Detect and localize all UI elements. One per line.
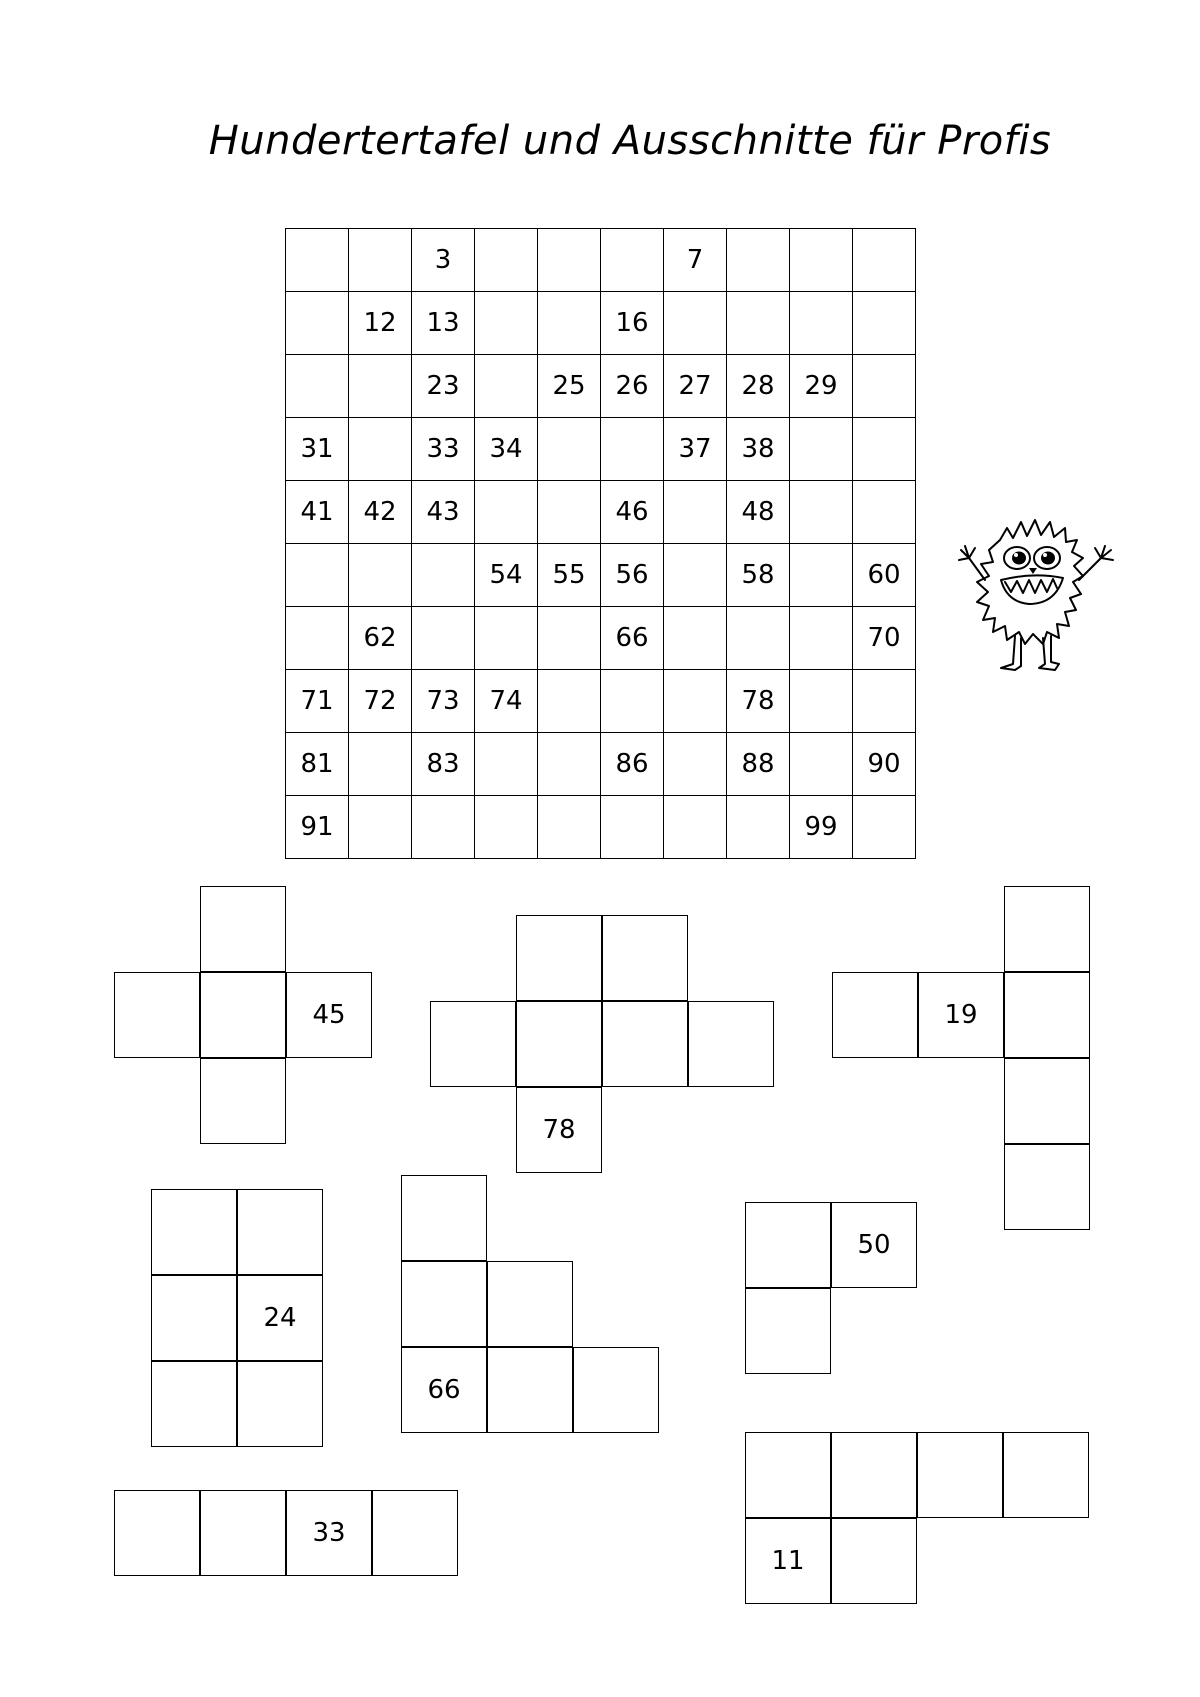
board-cell xyxy=(538,418,601,481)
board-cell xyxy=(475,796,538,859)
cutout-cell xyxy=(200,1490,286,1576)
cutout-cell xyxy=(200,886,286,972)
board-cell: 12 xyxy=(349,292,412,355)
cutout-cell xyxy=(1004,886,1090,972)
board-cell xyxy=(790,607,853,670)
cutout-cell xyxy=(372,1490,458,1576)
board-cell: 54 xyxy=(475,544,538,607)
cutout-cell xyxy=(114,1490,200,1576)
board-cell xyxy=(475,733,538,796)
cutout-cell: 78 xyxy=(516,1087,602,1173)
board-cell: 41 xyxy=(286,481,349,544)
board-cell: 48 xyxy=(727,481,790,544)
board-cell xyxy=(475,229,538,292)
cutout-cell xyxy=(401,1261,487,1347)
cutout-cell: 24 xyxy=(237,1275,323,1361)
board-cell xyxy=(727,796,790,859)
board-cell: 55 xyxy=(538,544,601,607)
board-cell xyxy=(601,796,664,859)
cutout-cell: 19 xyxy=(918,972,1004,1058)
cutout-cell xyxy=(745,1288,831,1374)
board-cell: 62 xyxy=(349,607,412,670)
board-cell: 7 xyxy=(664,229,727,292)
board-cell: 46 xyxy=(601,481,664,544)
board-cell xyxy=(286,229,349,292)
cutout-cell xyxy=(114,972,200,1058)
cutout-cell xyxy=(745,1202,831,1288)
board-cell xyxy=(538,292,601,355)
cutout-cell xyxy=(573,1347,659,1433)
cutout-cell xyxy=(237,1189,323,1275)
cutout-cell: 45 xyxy=(286,972,372,1058)
board-cell xyxy=(538,796,601,859)
board-cell: 23 xyxy=(412,355,475,418)
board-cell: 31 xyxy=(286,418,349,481)
board-cell xyxy=(349,229,412,292)
cutout-cell xyxy=(200,1058,286,1144)
board-cell xyxy=(538,481,601,544)
cutout-cell xyxy=(487,1347,573,1433)
board-cell xyxy=(664,796,727,859)
board-cell: 78 xyxy=(727,670,790,733)
cutout-cell xyxy=(151,1189,237,1275)
board-cell: 73 xyxy=(412,670,475,733)
board-cell: 70 xyxy=(853,607,916,670)
board-cell: 26 xyxy=(601,355,664,418)
board-cell xyxy=(538,733,601,796)
board-cell xyxy=(412,796,475,859)
board-cell xyxy=(538,670,601,733)
board-cell: 38 xyxy=(727,418,790,481)
board-cell xyxy=(538,607,601,670)
board-cell xyxy=(790,733,853,796)
cutout-cell xyxy=(237,1361,323,1447)
board-cell: 42 xyxy=(349,481,412,544)
cutout-cell xyxy=(401,1175,487,1261)
board-cell xyxy=(286,292,349,355)
board-cell xyxy=(601,670,664,733)
board-cell: 71 xyxy=(286,670,349,733)
board-cell xyxy=(790,229,853,292)
board-cell: 56 xyxy=(601,544,664,607)
board-cell: 34 xyxy=(475,418,538,481)
board-cell xyxy=(349,355,412,418)
cutout-cell xyxy=(602,1001,688,1087)
board-cell xyxy=(790,670,853,733)
board-cell: 99 xyxy=(790,796,853,859)
cutout-cell xyxy=(832,972,918,1058)
board-cell xyxy=(475,481,538,544)
board-cell: 74 xyxy=(475,670,538,733)
board-cell xyxy=(853,229,916,292)
board-cell xyxy=(664,292,727,355)
board-cell xyxy=(853,670,916,733)
board-cell xyxy=(412,607,475,670)
board-cell xyxy=(349,418,412,481)
cutout-cell: 11 xyxy=(745,1518,831,1604)
cutout-cell xyxy=(602,915,688,1001)
board-cell: 58 xyxy=(727,544,790,607)
cutout-cell xyxy=(831,1518,917,1604)
board-cell: 28 xyxy=(727,355,790,418)
board-cell xyxy=(664,733,727,796)
board-cell xyxy=(475,355,538,418)
cutout-cell xyxy=(516,915,602,1001)
cutout-cell xyxy=(151,1361,237,1447)
board-cell xyxy=(790,481,853,544)
cutout-cell xyxy=(430,1001,516,1087)
board-cell xyxy=(727,229,790,292)
board-cell xyxy=(664,607,727,670)
board-cell: 60 xyxy=(853,544,916,607)
board-cell: 91 xyxy=(286,796,349,859)
board-cell xyxy=(286,355,349,418)
board-cell xyxy=(475,292,538,355)
board-cell xyxy=(286,544,349,607)
hundred-board xyxy=(285,228,916,859)
board-cell xyxy=(349,796,412,859)
board-cell: 13 xyxy=(412,292,475,355)
board-cell: 43 xyxy=(412,481,475,544)
board-cell xyxy=(853,418,916,481)
monster-icon xyxy=(955,510,1130,690)
board-cell xyxy=(727,607,790,670)
board-cell xyxy=(349,544,412,607)
board-cell: 29 xyxy=(790,355,853,418)
board-cell xyxy=(853,292,916,355)
board-cell xyxy=(475,607,538,670)
board-cell: 37 xyxy=(664,418,727,481)
cutout-cell xyxy=(688,1001,774,1087)
board-cell xyxy=(853,481,916,544)
cutout-cell xyxy=(745,1432,831,1518)
cutout-cell: 33 xyxy=(286,1490,372,1576)
board-cell: 88 xyxy=(727,733,790,796)
board-cell: 16 xyxy=(601,292,664,355)
board-cell: 83 xyxy=(412,733,475,796)
cutout-cell xyxy=(917,1432,1003,1518)
board-cell: 81 xyxy=(286,733,349,796)
cutout-cell xyxy=(1004,972,1090,1058)
board-cell: 33 xyxy=(412,418,475,481)
board-cell xyxy=(538,229,601,292)
board-cell xyxy=(790,292,853,355)
board-cell: 25 xyxy=(538,355,601,418)
board-cell xyxy=(601,229,664,292)
cutout-cell xyxy=(151,1275,237,1361)
board-cell xyxy=(727,292,790,355)
board-cell xyxy=(664,670,727,733)
board-cell xyxy=(286,607,349,670)
cutout-cell xyxy=(1004,1058,1090,1144)
board-cell xyxy=(349,733,412,796)
cutout-cell xyxy=(1003,1432,1089,1518)
board-cell: 90 xyxy=(853,733,916,796)
cutout-cell: 50 xyxy=(831,1202,917,1288)
board-cell xyxy=(853,355,916,418)
board-cell xyxy=(664,481,727,544)
board-cell: 27 xyxy=(664,355,727,418)
board-cell: 66 xyxy=(601,607,664,670)
cutout-cell: 66 xyxy=(401,1347,487,1433)
board-cell xyxy=(790,418,853,481)
board-cell: 72 xyxy=(349,670,412,733)
page-title: Hundertertafel und Ausschnitte für Profis xyxy=(208,118,1052,164)
cutout-cell xyxy=(1004,1144,1090,1230)
board-cell xyxy=(664,544,727,607)
board-cell xyxy=(853,796,916,859)
board-cell: 3 xyxy=(412,229,475,292)
board-cell: 86 xyxy=(601,733,664,796)
board-cell xyxy=(601,418,664,481)
board-cell xyxy=(790,544,853,607)
board-cell xyxy=(412,544,475,607)
cutout-cell xyxy=(200,972,286,1058)
cutout-cell xyxy=(831,1432,917,1518)
cutout-cell xyxy=(516,1001,602,1087)
cutout-cell xyxy=(487,1261,573,1347)
